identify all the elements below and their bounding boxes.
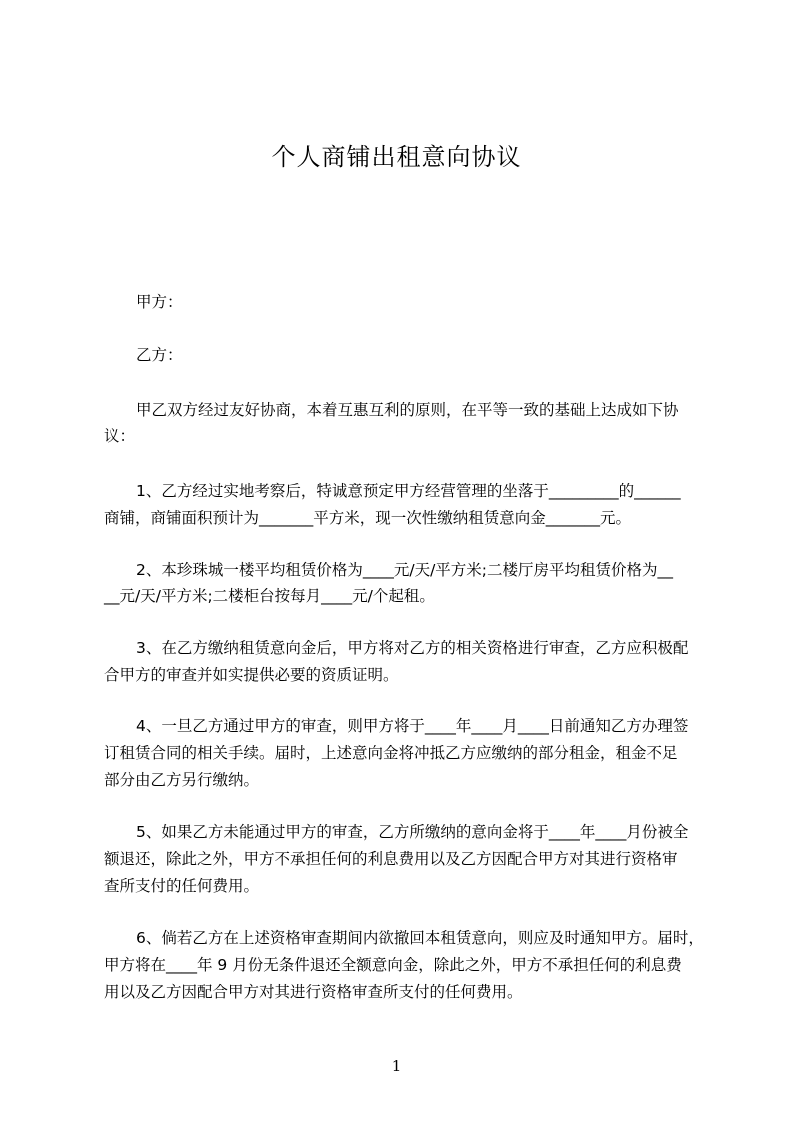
clause-5-line-3: 查所支付的任何费用。 [104,877,260,895]
clause-2-line-2: __元/天/平方米;二楼柜台按每月____元/个起租。 [104,587,435,605]
clause-4-line-2: 订租赁合同的相关手续。届时，上述意向金将冲抵乙方应缴纳的部分租金，租金不足 [104,744,678,762]
clause-1-line-1: 1、乙方经过实地考察后，特诚意预定甲方经营管理的坐落于_________的______ [136,482,681,500]
document-title: 个人商铺出租意向协议 [271,143,522,171]
clause-6-line-2: 甲方将在____年 9 月份无条件退还全额意向金，除此之外，甲方不承担任何的利息费 [104,956,682,974]
intro-line-2: 议： [104,427,136,445]
clause-3-line-1: 3、在乙方缴纳租赁意向金后，甲方将对乙方的相关资格进行审查，乙方应积极配 [136,639,689,657]
clause-1-line-2: 商铺，商铺面积预计为_______平方米，现一次性缴纳租赁意向金_______元。 [104,509,632,527]
clause-3-line-2: 合甲方的审查并如实提供必要的资质证明。 [104,666,399,684]
intro-line-1: 甲乙双方经过友好协商，本着互惠互利的原则，在平等一致的基础上达成如下协 [136,401,679,419]
clause-6-line-3: 用以及乙方因配合甲方对其进行资格审查所支付的任何费用。 [104,983,523,1001]
clause-6-line-1: 6、倘若乙方在上述资格审查期间内欲撤回本租赁意向，则应及时通知甲方。届时， [136,929,704,947]
clause-4-line-1: 4、一旦乙方通过甲方的审查，则甲方将于____年____月____日前通知乙方办理签 [136,717,689,735]
page-number: 1 [391,1057,402,1075]
clause-5-line-1: 5、如果乙方未能通过甲方的审查，乙方所缴纳的意向金将于____年____月份被全 [136,823,689,841]
party-a-label: 甲方： [136,293,183,311]
clause-5-line-2: 额退还，除此之外，甲方不承担任何的利息费用以及乙方因配合甲方对其进行资格审 [104,850,678,868]
party-b-label: 乙方： [136,346,183,364]
clause-4-line-3: 部分由乙方另行缴纳。 [104,771,260,789]
clause-2-line-1: 2、本珍珠城一楼平均租赁价格为____元/天/平方米;二楼厅房平均租赁价格为__ [136,561,674,579]
